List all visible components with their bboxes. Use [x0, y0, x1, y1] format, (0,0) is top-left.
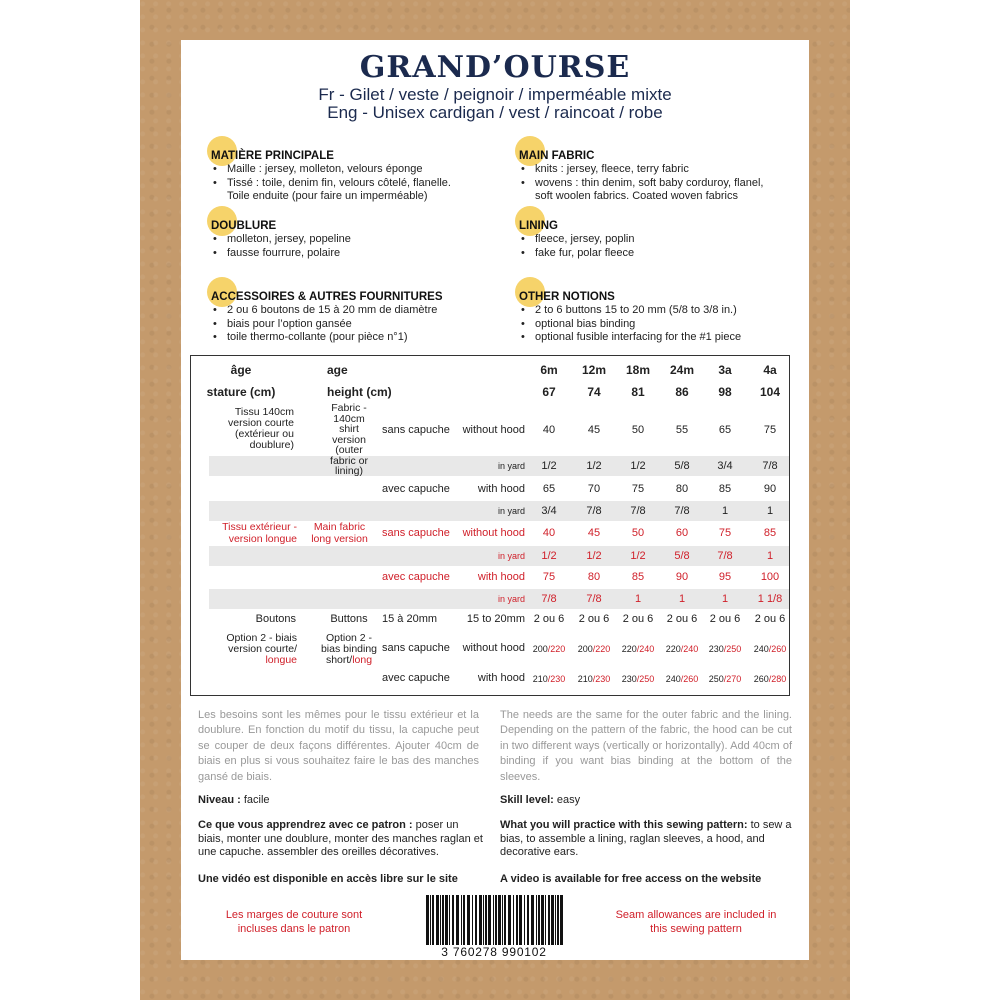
table-cell: 1/2	[541, 460, 557, 472]
row-label-yard: in yard	[497, 461, 525, 471]
row-label-en: without hood	[462, 642, 525, 654]
row-label-fr: 15 à 20mm	[382, 613, 438, 625]
bias-short-value: 210	[577, 674, 593, 684]
bias-short-value: 200	[577, 644, 593, 654]
size-header: 6m	[540, 363, 558, 377]
list-item: • knits : jersey, fleece, terry fabric	[519, 163, 763, 177]
header-age-en: age	[327, 363, 348, 377]
barcode-bar	[519, 895, 522, 945]
barcode-bar	[440, 895, 441, 945]
header-stature-en: height (cm)	[327, 385, 392, 399]
list-item: • fleece, jersey, poplin	[519, 233, 634, 247]
table-cell: 75	[631, 483, 645, 495]
row-label-fr: avec capuche	[382, 672, 450, 684]
barcode-bar	[479, 895, 482, 945]
bias-long-value: /250	[723, 644, 742, 654]
table-cell: 45	[587, 527, 601, 539]
size-header: 24m	[669, 363, 695, 377]
table-cell: 80	[675, 483, 689, 495]
barcode-bar	[524, 895, 525, 945]
table-cell: 3/4	[541, 505, 557, 517]
list-en-lining	[519, 233, 634, 260]
barcode	[424, 895, 564, 945]
table-cell: 1/2	[630, 550, 646, 562]
row-label-en: with hood	[477, 672, 525, 684]
barcode-bar	[560, 895, 563, 945]
table-cell: 1	[766, 505, 774, 517]
barcode-bar	[449, 895, 450, 945]
table-cell: 60	[675, 527, 689, 539]
buttons-label-en: Buttons	[330, 613, 368, 625]
barcode-bar	[432, 895, 434, 945]
table-cell: 7/8	[717, 550, 733, 562]
table-cell: 85	[763, 527, 777, 539]
stature-header: 67	[542, 385, 556, 399]
table-cell: 1/2	[541, 550, 557, 562]
table-cell: 2 ou 6	[709, 613, 741, 625]
table-cell: 7/8	[541, 593, 557, 605]
header-stature-fr: stature (cm)	[206, 385, 276, 399]
bias-long-value: /270	[723, 674, 742, 684]
video-note-fr: Une vidéo est disponible en accès libre sur le site	[198, 873, 458, 885]
stature-header: 86	[675, 385, 689, 399]
bias-short-value: 200	[532, 644, 548, 654]
table-cell	[527, 673, 571, 685]
option2-label-en: Option 2 - bias binding short/long	[320, 632, 378, 666]
table-cell: 7/8	[586, 593, 602, 605]
yardage-table	[190, 355, 790, 696]
table-cell: 1	[721, 593, 729, 605]
table-cell: 40	[542, 424, 556, 436]
row-label-fr: avec capuche	[382, 571, 450, 583]
subtitle-fr: Fr - Gilet / veste / peignoir / imperméable mixte	[318, 85, 672, 104]
table-cell: 75	[763, 424, 777, 436]
table-cell: 1/2	[630, 460, 646, 472]
bias-long-value: /230	[592, 674, 611, 684]
table-cell: 90	[675, 571, 689, 583]
header-age-fr: âge	[230, 363, 252, 377]
section-heading-en-lining: LINING	[519, 220, 558, 232]
list-item: • wovens : thin denim, soft baby corduroy, flanel, soft woolen fabrics. Coated woven fabrics	[519, 177, 763, 204]
bias-long-value: /260	[680, 674, 699, 684]
barcode-bar	[495, 895, 497, 945]
barcode-bar	[502, 895, 503, 945]
subtitle-en: Eng - Unisex cardigan / vest / raincoat / robe	[327, 103, 663, 122]
barcode-bar	[426, 895, 429, 945]
table-cell: 75	[542, 571, 556, 583]
barcode-bar	[430, 895, 431, 945]
size-header: 12m	[581, 363, 607, 377]
list-item: • Tissé : toile, denim fin, velours côtelé, flanelle. Toile enduite (pour faire un imperméable)	[211, 177, 451, 204]
stature-header: 81	[631, 385, 645, 399]
row-label-yard: in yard	[497, 594, 525, 604]
barcode-bar	[452, 895, 454, 945]
list-fr-lining	[211, 233, 351, 260]
row-label-en: with hood	[477, 483, 525, 495]
bias-short-value: 220	[665, 644, 681, 654]
list-en-fabric	[519, 163, 763, 204]
list-item: • molleton, jersey, popeline	[211, 233, 351, 247]
barcode-bar	[551, 895, 554, 945]
table-cell	[660, 673, 704, 685]
section-heading-en-fabric: MAIN FABRIC	[519, 150, 595, 162]
table-cell: 40	[542, 527, 556, 539]
list-item: • fake fur, polar fleece	[519, 247, 634, 261]
barcode-bar	[475, 895, 477, 945]
table-cell	[748, 643, 792, 655]
row-label-yard: in yard	[497, 551, 525, 561]
table-cell	[703, 673, 747, 685]
barcode-bar	[504, 895, 506, 945]
table-cell: 75	[718, 527, 732, 539]
table-cell: 70	[587, 483, 601, 495]
bias-short-value: 240	[753, 644, 769, 654]
barcode-bar	[536, 895, 537, 945]
table-cell: 3/4	[717, 460, 733, 472]
group-label-long-en: Main fabric long version	[311, 521, 368, 545]
table-cell: 50	[631, 424, 645, 436]
bias-short-value: 260	[753, 674, 769, 684]
list-item: • 2 to 6 buttons 15 to 20 mm (5/8 to 3/8 in.)	[519, 304, 741, 318]
table-cell: 1	[678, 593, 686, 605]
bias-long-value: /240	[680, 644, 699, 654]
seam-allowance-en: Seam allowances are included in this sewing pattern	[615, 909, 777, 935]
list-item-continuation: Toile enduite (pour faire un imperméable)	[227, 190, 428, 202]
table-cell: 1/2	[586, 550, 602, 562]
row-label-en: without hood	[462, 424, 525, 436]
barcode-bar	[467, 895, 470, 945]
needs-paragraph-en: The needs are the same for the outer fabric and the lining. Depending on the pattern of the fabric, the hood can be cut in two different ways (vertically or horizontally). Add 40cm of binding if you want bias binding at the bottom of the sleeves.	[500, 709, 792, 783]
seam-allowance-fr: Les marges de couture sont incluses dans le patron	[225, 909, 363, 935]
barcode-bar	[548, 895, 550, 945]
video-note-en: A video is available for free access on the website	[500, 873, 762, 885]
barcode-bar	[538, 895, 540, 945]
barcode-bar	[513, 895, 514, 945]
stature-header: 98	[718, 385, 732, 399]
list-item: • optional bias binding	[519, 318, 741, 332]
table-cell: 5/8	[674, 550, 690, 562]
table-cell: 2 ou 6	[578, 613, 610, 625]
barcode-bar	[527, 895, 529, 945]
barcode-bar	[557, 895, 559, 945]
list-item: • 2 ou 6 boutons de 15 à 20 mm de diamètre	[211, 304, 437, 318]
stature-header: 104	[759, 385, 781, 399]
barcode-bar	[541, 895, 544, 945]
table-cell: 95	[718, 571, 732, 583]
barcode-bar	[445, 895, 448, 945]
table-cell: 7/8	[586, 505, 602, 517]
section-heading-fr-lining: DOUBLURE	[211, 220, 277, 232]
list-item: • fausse fourrure, polaire	[211, 247, 351, 261]
section-heading-en-notions: OTHER NOTIONS	[519, 291, 615, 303]
table-cell: 7/8	[630, 505, 646, 517]
list-item-continuation: soft woolen fabrics. Coated woven fabrics	[535, 190, 738, 202]
barcode-bar	[493, 895, 494, 945]
group-label-short-en: Fabric - 140cm shirt version (outer fabric or lining)	[330, 402, 368, 477]
list-fr-fabric	[211, 163, 451, 204]
row-label-fr: sans capuche	[382, 527, 450, 539]
learn-fr: Ce que vous apprendrez avec ce patron : poser un biais, monter une doublure, monter des manches raglan et une capuche. assembler des oreilles décoratives.	[198, 819, 483, 858]
bias-long-value: /280	[768, 674, 787, 684]
table-cell: 1/2	[586, 460, 602, 472]
size-header: 3a	[718, 363, 732, 377]
bias-long-value: /230	[547, 674, 566, 684]
list-item: • biais pour l’option gansée	[211, 318, 437, 332]
table-cell: 55	[675, 424, 689, 436]
list-item: • optional fusible interfacing for the #1 piece	[519, 331, 741, 345]
section-heading-fr-fabric: MATIÈRE PRINCIPALE	[211, 150, 334, 162]
level-en: Skill level: easy	[500, 794, 581, 806]
bias-long-value: /260	[768, 644, 787, 654]
table-cell	[572, 673, 616, 685]
option2-label-fr: Option 2 - biais version courte/ longue	[226, 632, 297, 666]
group-label-long-fr: Tissu extérieur - version longue	[222, 521, 297, 545]
learn-en: What you will practice with this sewing pattern: to sew a bias, to assemble a lining, raglan sleeves, a hood, and decorative ears.	[500, 819, 792, 858]
size-header: 4a	[763, 363, 777, 377]
table-cell: 100	[760, 571, 780, 583]
level-fr: Niveau : facile	[198, 794, 270, 806]
table-cell	[527, 643, 571, 655]
needs-paragraph-fr: Les besoins sont les mêmes pour le tissu extérieur et la doublure. En fonction du motif du tissu, la capuche peut se couper de deux façons différentes. Ajouter 40cm de biais en plus si vous souhaitez faire le bas des manches gansé de biais.	[198, 709, 479, 783]
table-cell: 85	[718, 483, 732, 495]
table-cell: 65	[718, 424, 732, 436]
barcode-bar	[508, 895, 511, 945]
row-label-fr: sans capuche	[382, 642, 450, 654]
bias-short-value: 230	[621, 674, 637, 684]
table-cell: 2 ou 6	[754, 613, 786, 625]
bias-long-value: /250	[636, 674, 655, 684]
stature-header: 74	[587, 385, 601, 399]
table-cell: 45	[587, 424, 601, 436]
table-cell: 7/8	[762, 460, 778, 472]
barcode-bar	[483, 895, 484, 945]
bias-short-value: 230	[708, 644, 724, 654]
buttons-label-fr: Boutons	[255, 613, 296, 625]
table-cell: 1 1/8	[757, 593, 783, 605]
section-heading-fr-notions: ACCESSOIRES & AUTRES FOURNITURES	[211, 291, 443, 303]
row-label-yard: in yard	[497, 506, 525, 516]
barcode-bar	[516, 895, 518, 945]
table-cell	[572, 643, 616, 655]
table-cell	[660, 643, 704, 655]
row-label-fr: sans capuche	[382, 424, 450, 436]
table-cell: 85	[631, 571, 645, 583]
bias-short-value: 240	[665, 674, 681, 684]
row-label-en: with hood	[477, 571, 525, 583]
bias-long-value: /220	[547, 644, 566, 654]
table-cell: 2 ou 6	[533, 613, 565, 625]
barcode-number: 3 760278 990102	[441, 945, 547, 959]
barcode-bar	[555, 895, 556, 945]
table-cell: 1	[721, 505, 729, 517]
barcode-bar	[472, 895, 473, 945]
barcode-bar	[463, 895, 465, 945]
table-cell: 80	[587, 571, 601, 583]
table-cell: 5/8	[674, 460, 690, 472]
table-cell: 1	[766, 550, 774, 562]
bias-short-value: 210	[532, 674, 548, 684]
bias-long-value: /240	[636, 644, 655, 654]
barcode-bar	[488, 895, 491, 945]
bias-short-value: 250	[708, 674, 724, 684]
table-cell: 2 ou 6	[666, 613, 698, 625]
row-label-fr: avec capuche	[382, 483, 450, 495]
row-label-en: without hood	[462, 527, 525, 539]
table-cell: 65	[542, 483, 556, 495]
barcode-bar	[498, 895, 501, 945]
bias-short-value: 220	[621, 644, 637, 654]
barcode-bar	[442, 895, 444, 945]
bias-long-value: /220	[592, 644, 611, 654]
list-item: • Maille : jersey, molleton, velours éponge	[211, 163, 451, 177]
group-label-short-fr: Tissu 140cm version courte (extérieur ou doublure)	[228, 406, 294, 451]
table-cell: 1	[634, 593, 642, 605]
list-en-notions	[519, 304, 741, 345]
barcode-bar	[456, 895, 459, 945]
barcode-bar	[545, 895, 546, 945]
table-cell	[748, 673, 792, 685]
table-cell	[616, 643, 660, 655]
barcode-bar	[436, 895, 439, 945]
barcode-bar	[485, 895, 487, 945]
table-cell: 2 ou 6	[622, 613, 654, 625]
table-cell: 90	[763, 483, 777, 495]
barcode-bar	[531, 895, 534, 945]
list-fr-notions	[211, 304, 437, 345]
table-cell	[616, 673, 660, 685]
table-cell: 50	[631, 527, 645, 539]
row-label-en: 15 to 20mm	[466, 613, 525, 625]
table-cell	[703, 643, 747, 655]
list-item: • toile thermo-collante (pour pièce n°1)	[211, 331, 437, 345]
pattern-info-sheet	[181, 40, 809, 960]
table-cell: 7/8	[674, 505, 690, 517]
pattern-title: GRAND’OURSE	[359, 50, 631, 85]
size-header: 18m	[625, 363, 651, 377]
barcode-bar	[461, 895, 462, 945]
